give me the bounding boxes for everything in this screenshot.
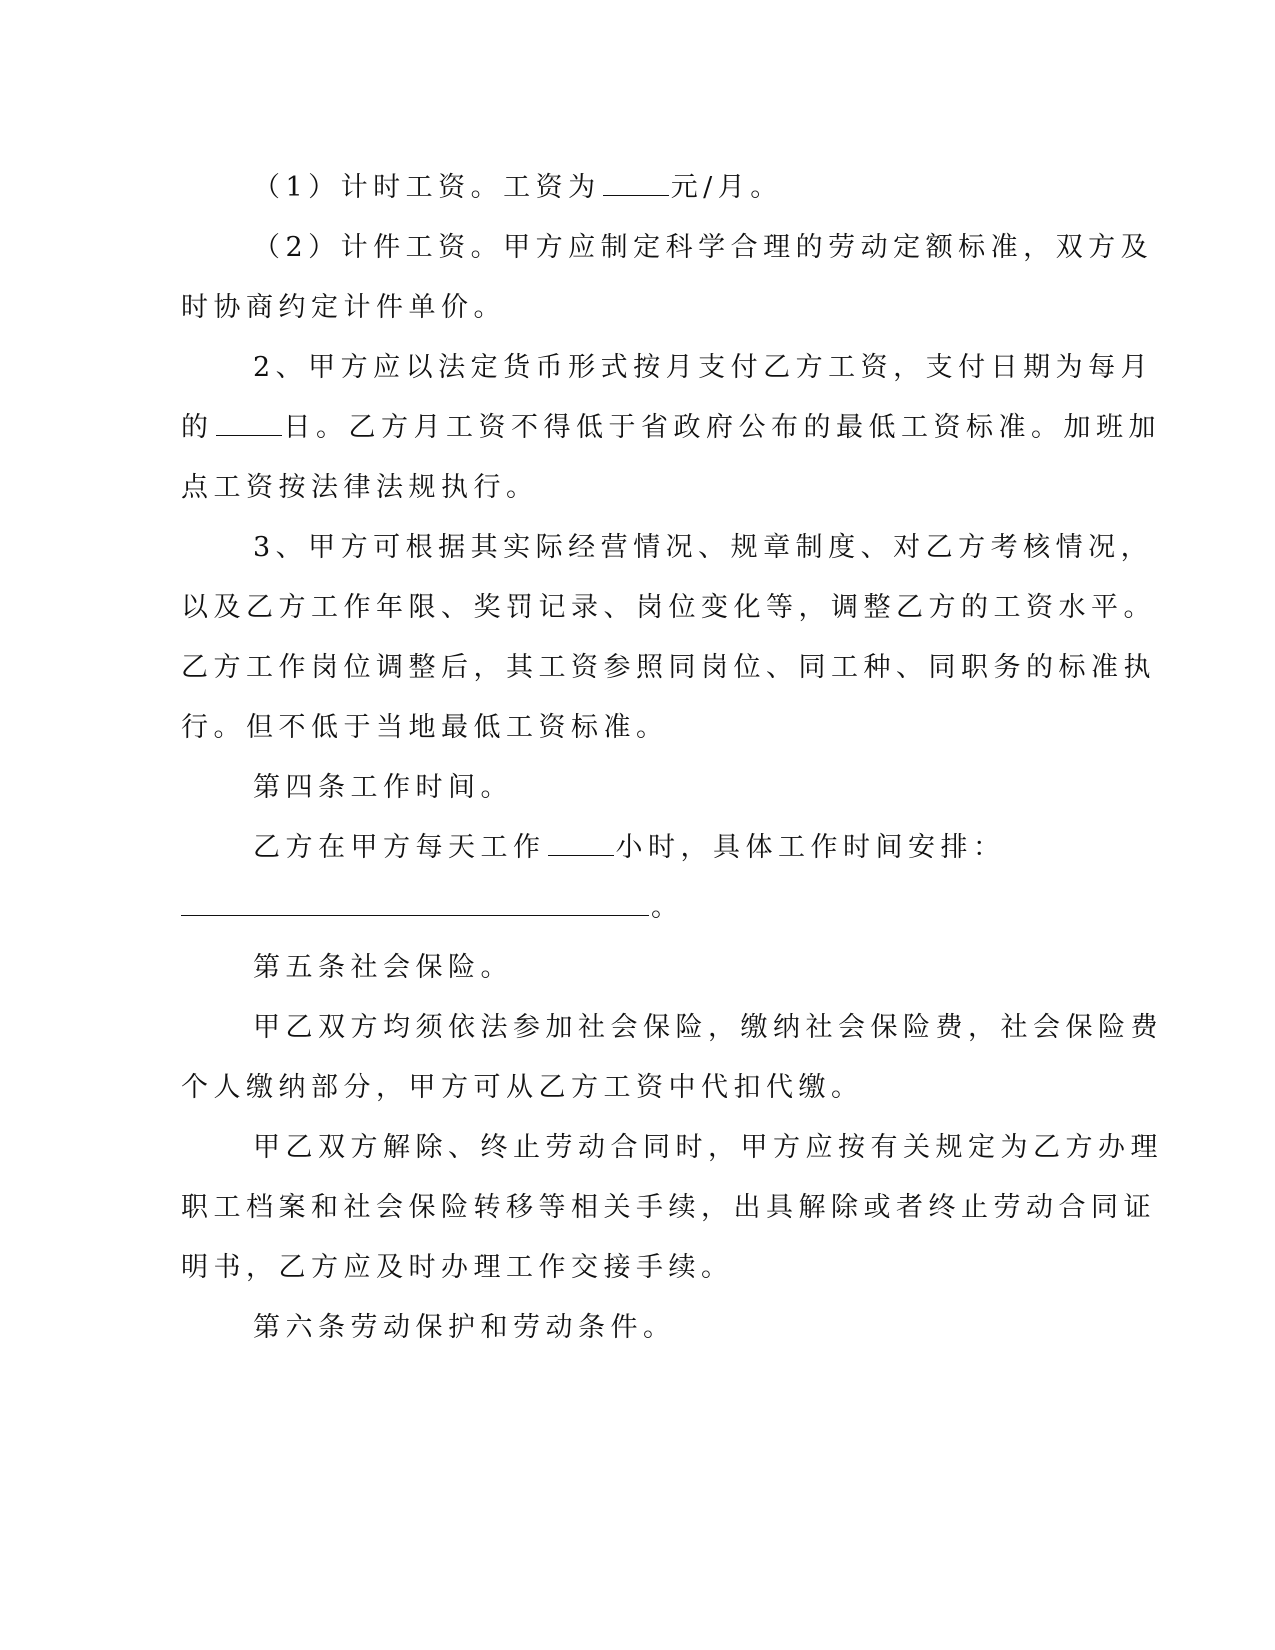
text-segment: 小时，具体工作时间安排：	[615, 832, 1006, 863]
paragraph-termination-line-2: 职工档案和社会保险转移等相关手续，出具解除或者终止劳动合同证	[181, 1192, 1156, 1223]
paragraph-adjustment-line-2: 以及乙方工作年限、奖罚记录、岗位变化等，调整乙方的工资水平。	[181, 592, 1156, 623]
paragraph-insurance-line-1: 甲乙双方均须依法参加社会保险，缴纳社会保险费，社会保险费	[253, 1012, 1163, 1043]
paragraph-work-schedule-line	[181, 878, 1061, 938]
text-segment: （1）计时工资。工资为	[253, 172, 601, 203]
article-6-heading: 第六条劳动保护和劳动条件。	[253, 1312, 676, 1343]
work-schedule-blank	[181, 891, 649, 916]
document-body	[181, 158, 1163, 1358]
text-segment: 元/月。	[670, 172, 783, 203]
paragraph-adjustment-line-1: 3、甲方可根据其实际经营情况、规章制度、对乙方考核情况，	[253, 532, 1154, 563]
paragraph-adjustment-line-3: 乙方工作岗位调整后，其工资参照同岗位、同工种、同职务的标准执	[181, 652, 1156, 683]
paragraph-piece-wage-line-1: （2）计件工资。甲方应制定科学合理的劳动定额标准，双方及	[253, 232, 1154, 263]
paragraph-payment-line-3: 点工资按法律法规执行。	[181, 472, 539, 503]
pay-day-blank	[216, 411, 282, 436]
work-hours-blank	[548, 831, 614, 856]
wage-amount-blank	[603, 171, 669, 196]
paragraph-termination-line-1: 甲乙双方解除、终止劳动合同时，甲方应按有关规定为乙方办理	[253, 1132, 1163, 1163]
text-segment: 乙方在甲方每天工作	[253, 832, 546, 863]
paragraph-payment-line-2	[181, 398, 1161, 458]
paragraph-termination-line-3: 明书，乙方应及时办理工作交接手续。	[181, 1252, 734, 1283]
paragraph-hourly-wage	[181, 158, 1061, 218]
text-segment: 。	[651, 892, 684, 923]
paragraph-payment-line-1: 2、甲方应以法定货币形式按月支付乙方工资，支付日期为每月	[253, 352, 1154, 383]
article-5-heading: 第五条社会保险。	[253, 952, 513, 983]
paragraph-work-hours	[181, 818, 1061, 878]
article-4-heading: 第四条工作时间。	[253, 772, 513, 803]
text-segment: 日。乙方月工资不得低于省政府公布的最低工资标准。加班加	[283, 412, 1161, 443]
paragraph-piece-wage-line-2: 时协商约定计件单价。	[181, 292, 506, 323]
paragraph-insurance-line-2: 个人缴纳部分，甲方可从乙方工资中代扣代缴。	[181, 1072, 864, 1103]
paragraph-adjustment-line-4: 行。但不低于当地最低工资标准。	[181, 712, 669, 743]
text-segment: 的	[181, 412, 214, 443]
